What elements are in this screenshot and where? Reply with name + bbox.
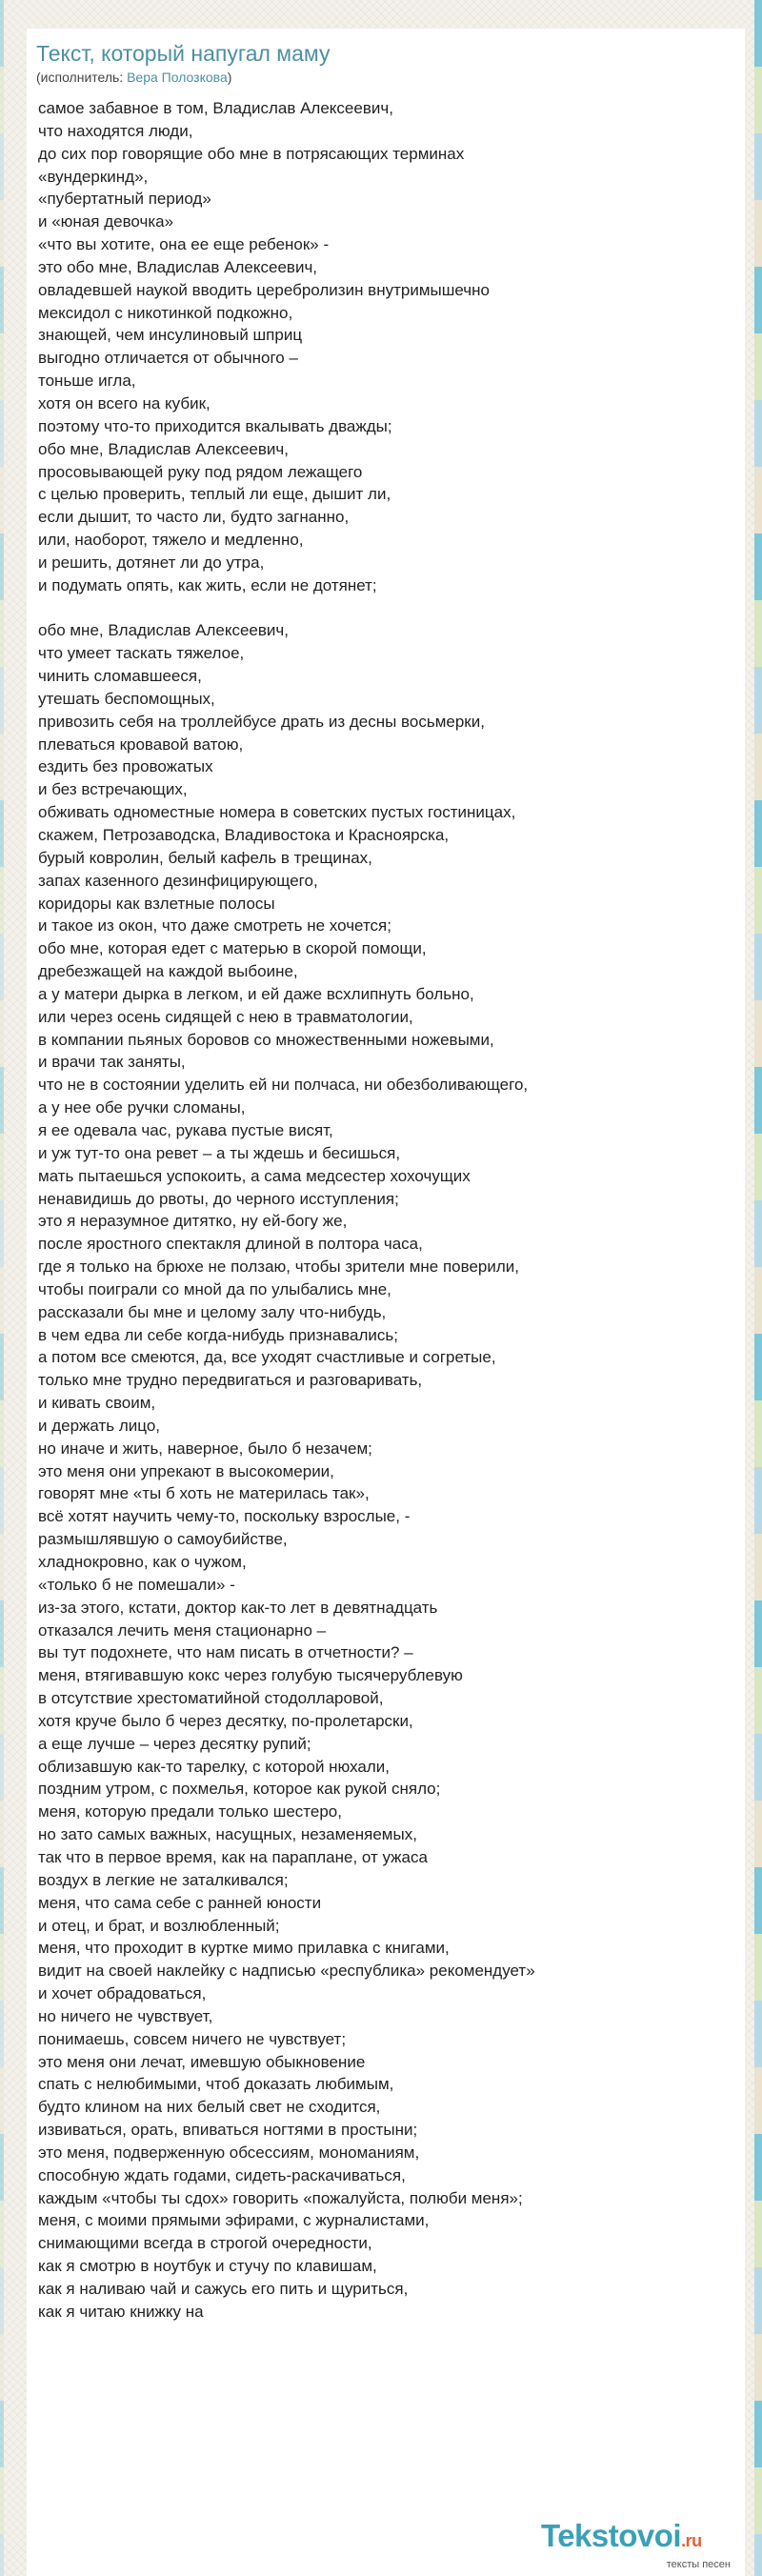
lyric-line: и решить, дотянет ли до утра, xyxy=(38,553,265,572)
artist-link[interactable]: Вера Полозкова xyxy=(127,70,228,85)
lyric-line: обо мне, Владислав Алексеевич, xyxy=(38,439,289,458)
lyric-line: в чем едва ли себе когда-нибудь признавались; xyxy=(38,1325,398,1344)
lyric-line: что не в состоянии уделить ей ни полчаса, ни обезболивающего, xyxy=(38,1076,529,1095)
lyric-line: если дышит, то часто ли, будто загнанно, xyxy=(38,508,350,527)
lyric-line: это меня, подверженную обсессиям, мономаниям, xyxy=(38,2143,420,2162)
lyric-line: и врачи так заняты, xyxy=(38,1053,186,1072)
lyric-line: где я только на брюхе не ползаю, чтобы зрители мне поверили, xyxy=(38,1258,519,1277)
lyric-line: как я читаю книжку на xyxy=(38,2302,204,2321)
lyric-line: меня, что сама себе с ранней юности xyxy=(38,1893,322,1912)
lyric-line: коридоры как взлетные полосы xyxy=(38,894,275,913)
lyric-line: говорят мне «ты б хоть не материлась так», xyxy=(38,1484,370,1503)
lyric-line: размышлявшую о самоубийстве, xyxy=(38,1530,288,1549)
lyric-line: спать с нелюбимыми, чтоб доказать любимым, xyxy=(38,2075,394,2094)
lyric-line: из-за этого, кстати, доктор как-то лет в девятнадцать xyxy=(38,1598,438,1617)
lyric-line: воздух в легкие не заталкивался; xyxy=(38,1870,289,1889)
lyric-line: обо мне, Владислав Алексеевич, xyxy=(38,621,289,640)
lyric-line: это меня они упрекают в высокомерии, xyxy=(38,1461,334,1480)
lyric-line: извиваться, орать, впиваться ногтями в простыни; xyxy=(38,2121,418,2140)
logo-main-text: Tekstovoi xyxy=(541,2518,682,2553)
lyric-line: после яростного спектакля длиной в полтора часа, xyxy=(38,1235,423,1254)
lyric-line: как я смотрю в ноутбук и стучу по клавишам, xyxy=(38,2257,377,2276)
lyric-line: запах казенного дезинфицирующего, xyxy=(38,871,318,890)
artist-line xyxy=(36,69,745,86)
lyric-line: в компании пьяных боровов со множественными ножевыми, xyxy=(38,1030,494,1049)
lyric-line: ненавидишь до рвоты, до черного исступления; xyxy=(38,1189,399,1208)
lyric-line: меня, с моими прямыми эфирами, с журналистами, xyxy=(38,2211,430,2230)
lyric-line: вы тут подохнете, что нам писать в отчетности? – xyxy=(38,1643,413,1662)
logo-tagline: тексты песен xyxy=(666,2559,731,2570)
lyric-line: или через осень сидящей с нею в травматологии, xyxy=(38,1007,413,1026)
lyric-line: хотя он всего на кубик, xyxy=(38,393,211,413)
lyric-line: а у матери дырка в легком, и ей даже всхлипнуть больно, xyxy=(38,984,474,1003)
lyric-line: обживать одноместные номера в советских пустых гостиницах, xyxy=(38,803,516,822)
lyric-line: или, наоборот, тяжело и медленно, xyxy=(38,531,304,550)
lyric-line: и такое из окон, что даже смотреть не хочется; xyxy=(38,916,391,936)
lyrics-card xyxy=(27,29,745,2576)
site-logo[interactable] xyxy=(541,2518,736,2570)
lyric-line: утешать беспомощных, xyxy=(38,689,215,708)
lyric-line: и держать лицо, xyxy=(38,1416,161,1435)
lyric-line: понимаешь, совсем ничего не чувствует; xyxy=(38,2029,347,2048)
lyric-line: каждым «чтобы ты сдох» говорить «пожалуйста, полюби меня»; xyxy=(38,2188,523,2207)
lyric-line: как я наливаю чай и сажусь его пить и щуриться, xyxy=(38,2280,409,2298)
lyric-line: овладевшей наукой вводить церебролизин внутримышечно xyxy=(38,280,490,299)
lyric-line: дребезжащей на каждой выбоине, xyxy=(38,962,298,981)
lyric-line: самое забавное в том, Владислав Алексеевич, xyxy=(38,99,393,117)
lyric-line: отказался лечить меня стационарно – xyxy=(38,1620,327,1640)
lyric-line: но иначе и жить, наверное, было б незачем; xyxy=(38,1439,372,1458)
lyric-line: и уж тут-то она ревет – а ты ждешь и бесишься, xyxy=(38,1143,401,1162)
artist-suffix: ) xyxy=(227,70,232,85)
lyric-line: меня, которую предали только шестеро, xyxy=(38,1802,342,1821)
lyric-line: а потом все смеются, да, все уходят счастливые и согретые, xyxy=(38,1348,496,1367)
lyric-line: «только б не помешали» - xyxy=(38,1575,235,1594)
lyric-line: ездить без провожатых xyxy=(38,757,213,776)
lyric-line: и хочет обрадоваться, xyxy=(38,1984,207,2003)
lyric-line: а у нее обе ручки сломаны, xyxy=(38,1098,246,1117)
lyric-line: с целью проверить, теплый ли еще, дышит ли, xyxy=(38,485,391,504)
lyric-line: способную ждать годами, сидеть-раскачиваться, xyxy=(38,2165,406,2184)
lyric-line: и отец, и брат, и возлюбленный; xyxy=(38,1916,280,1935)
lyric-line: это обо мне, Владислав Алексеевич, xyxy=(38,257,318,276)
lyric-line: так что в первое время, как на параплане, от ужаса xyxy=(38,1847,428,1866)
lyric-line: и без встречающих, xyxy=(38,780,188,799)
lyric-line: видит на своей наклейку с надписью «республика» рекомендует» xyxy=(38,1962,535,1981)
lyric-line: снимающими всегда в строгой очередности, xyxy=(38,2234,372,2253)
lyric-line: всё хотят научить чему-то, поскольку взрослые, - xyxy=(38,1507,411,1526)
lyric-line: скажем, Петрозаводска, Владивостока и Красноярска, xyxy=(38,826,450,844)
lyric-line: поэтому что-то приходится вкалывать дважды; xyxy=(38,416,392,435)
lyric-line: облизавшую как-то тарелку, с которой нюхали, xyxy=(38,1757,391,1776)
logo-wordmark xyxy=(541,2518,736,2559)
lyric-line: чтобы поиграли со мной да по улыбались мне, xyxy=(38,1279,391,1298)
lyric-line: чинить сломавшееся, xyxy=(38,667,202,686)
lyric-line: просовывающей руку под рядом лежащего xyxy=(38,462,363,481)
lyric-line: меня, втягивавшую кокс через голубую тысячерублевую xyxy=(38,1666,463,1685)
lyric-line: знающей, чем инсулиновый шприц xyxy=(38,326,303,345)
lyric-line: бурый ковролин, белый кафель в трещинах, xyxy=(38,848,372,867)
song-title: Текст, который напугал маму xyxy=(36,41,331,66)
lyric-line: поздним утром, с похмелья, которое как рукой сняло; xyxy=(38,1780,441,1799)
lyric-line: мать пытаешься успокоить, а сама медсестер хохочущих xyxy=(38,1166,471,1185)
lyric-line: меня, что проходит в куртке мимо прилавка с книгами, xyxy=(38,1939,450,1958)
lyric-line: «что вы хотите, она ее еще ребенок» - xyxy=(38,235,330,254)
lyric-line: мексидол с никотинкой подкожно, xyxy=(38,303,293,322)
lyric-line: что находятся люди, xyxy=(38,121,193,140)
lyric-line: и «юная девочка» xyxy=(38,212,174,231)
lyric-line: хотя круче было б через десятку, по-пролетарски, xyxy=(38,1711,413,1730)
lyric-line: что умеет таскать тяжелое, xyxy=(38,644,245,663)
lyric-line: обо мне, которая едет с матерью в скорой помощи, xyxy=(38,939,427,958)
lyric-line: но зато самых важных, насущных, незаменяемых, xyxy=(38,1825,417,1844)
lyric-line: хладнокровно, как о чужом, xyxy=(38,1553,247,1571)
lyric-line: но ничего не чувствует, xyxy=(38,2006,213,2025)
lyric-line: до сих пор говорящие обо мне в потрясающих терминах xyxy=(38,144,465,163)
lyric-line: рассказали бы мне и целому залу что-нибудь, xyxy=(38,1302,387,1321)
lyric-line: а еще лучше – через десятку рупий; xyxy=(38,1734,311,1753)
lyric-line: «вундеркинд», xyxy=(38,167,149,186)
lyrics-text xyxy=(38,97,745,2324)
lyric-line: «пубертатный период» xyxy=(38,190,211,209)
lyric-line: это я неразумное дитятко, ну ей-богу же, xyxy=(38,1212,348,1231)
lyric-line: только мне трудно передвигаться и разговаривать, xyxy=(38,1371,423,1390)
lyric-line: и подумать опять, как жить, если не дотянет; xyxy=(38,575,377,594)
lyric-line: будто клином на них белый свет не сходится, xyxy=(38,2098,381,2117)
lyric-line: и кивать своим, xyxy=(38,1394,156,1413)
left-edge-decoration xyxy=(0,0,4,2576)
stanza-break xyxy=(38,597,745,620)
lyric-line: плеваться кровавой ватою, xyxy=(38,735,244,754)
lyric-line: выгодно отличается от обычного – xyxy=(38,349,298,368)
lyric-line: в отсутствие хрестоматийной стодолларовой, xyxy=(38,1689,384,1708)
lyric-line: это меня они лечат, имевшую обыкновение xyxy=(38,2052,366,2071)
lyric-line: привозить себя на троллейбусе драть из десны восьмерки, xyxy=(38,712,485,731)
lyric-line: я ее одевала час, рукава пустые висят, xyxy=(38,1120,333,1139)
lyric-line: тоньше игла, xyxy=(38,372,136,391)
logo-tld: .ru xyxy=(681,2531,702,2550)
artist-prefix: (исполнитель: xyxy=(36,70,128,85)
right-edge-decoration xyxy=(754,0,762,2576)
